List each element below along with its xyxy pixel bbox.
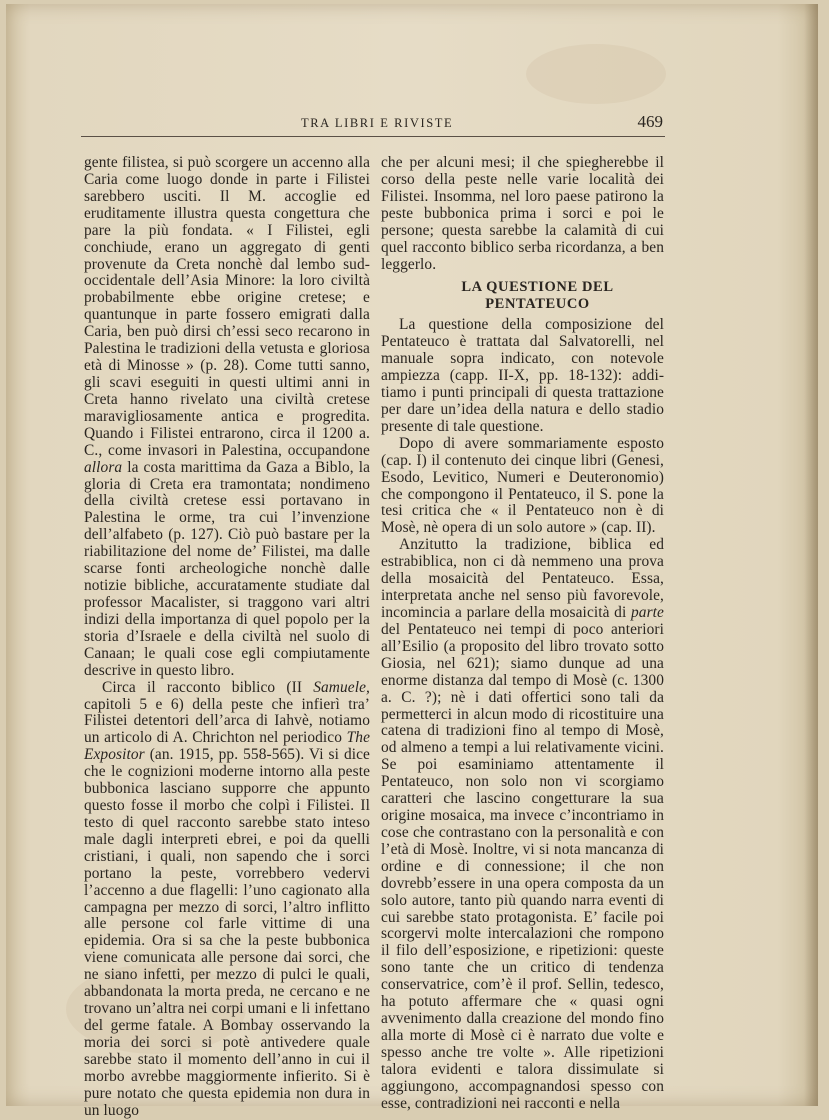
- text-run: capitoli 5 e 6) della peste che infierì tra’ Filistei detentori dell’arca di Iahvè, notiamo un articolo di A. Chrichton nel periodico: [84, 695, 370, 747]
- text-run: Anzitutto la tradizione, biblica ed estrabiblica, non ci dà nemmeno una prova della mosaicità del Pentateuco. Essa, interpretata anche nel senso più favorevole, incomincia a parlare della mosaicità di: [381, 536, 664, 621]
- italic-word: Samuele,: [313, 678, 370, 696]
- page-number: 469: [637, 112, 663, 131]
- text-run: gente filistea, si può scorgere un accenno alla Caria come luogo donde in parte i Filistei sarebbero usciti. Il M. accoglie ed eruditamente illustra questa congettura che pare la più fondata. « I Filistei, egli conchiude, erano un aggregato di genti provenute da Creta nonchè dal lembo sud-occidentale dell’Asia Minore: la loro civiltà probabilmente ebbe origine cretese; e quantunque in parte fossero emigrati dalla Caria, ben può dirsi ch’essi seco recarono in Palestina le tradizioni della vetusta e gloriosa età di Minosse » (p. 28). Come tutti sanno, gli scavi eseguiti in questi ultimi anni in Creta hanno rivelato una civiltà cretese maravigliosamente antica e progredita. Quando i Filistei entrarono, circa il 1200 a. C., come invasori in Palestina, occupandone: [84, 154, 370, 459]
- paragraph: La questione della composizione del Pentateuco è trattata dal Salvatorelli, nel manuale sopra indicato, con notevole ampiezza (capp. II-X, pp. 18-132): additiamo i punti principali di questa trattazione per dare un’idea della natura e dello stadio presente di tale questione.: [381, 316, 664, 435]
- italic-title: The Expositor: [84, 729, 370, 764]
- text-run: la costa marittima da Gaza a Biblo, la gloria di Creta era tramontata; nondimeno della civiltà cretese essi portavano in Palestina le orme, tra cui l’invenzione dell’alfabeto (p. 127). Ciò può bastare per la riabilitazione del nome de’ Filistei, ma dalle scarse fonti archeologiche nonchè dalle notizie bibliche, accuratamente studiate dal professor Macalister, si traggono vari altri indizi della importanza di quel popolo per la storia d’Israele e della civiltà nel suolo di Canaan; le quali cose egli compiutamente descrive in questo libro.: [84, 458, 370, 679]
- running-head: TRA LIBRI E RIVISTE: [301, 116, 454, 130]
- page-edge-shadow: [804, 4, 818, 1106]
- paragraph: [381, 537, 664, 1112]
- italic-word: parte: [631, 603, 664, 621]
- left-column: [84, 155, 370, 1120]
- text-run: Circa il racconto biblico (II: [102, 678, 314, 696]
- page-header: [81, 112, 665, 138]
- paragraph: [84, 155, 370, 680]
- paragraph: [84, 680, 370, 1120]
- italic-word: allora: [84, 458, 123, 476]
- paragraph: che per alcuni mesi; il che spiegherebbe il corso della peste nelle varie località dei Filistei. Insomma, nel loro paese patirono la peste bubbonica prima i sorci e poi le persone; questa sarebbe la calamità di cui quel racconto biblico serba ricordanza, a ben leggerlo.: [381, 154, 664, 273]
- section-title: LA QUESTIONE DEL PENTATEUCO: [461, 279, 614, 313]
- right-column: [381, 155, 664, 1113]
- paragraph: Dopo di avere sommariamente esposto (cap. I) il contenuto dei cinque libri (Genesi, Esodo, Levitico, Numeri e Deuteronomio) che compongono il Pentateuco, il S. pone la tesi critica che « il Pentateuco non è di Mosè, nè opera di un solo autore » (cap. II).: [381, 434, 664, 537]
- header-rule: [81, 136, 665, 137]
- paper-stain: [526, 44, 666, 104]
- text-run: del Pentateuco nei tempi di poco anteriori all’Esilio (a proposito del libro trovato sotto Giosia, nel 621); siamo dunque ad una enorme distanza dal tempo di Mosè (c. 1300 a. C. ?); nè i dati offertici sono tali da permetterci in alcun modo di ricostituire una catena di tradizioni fino al tempo di Mosè, od almeno a tempi a lui relativamente vicini. Se poi esaminiamo attentamente il Pentateuco, non solo non vi scorgiamo caratteri che lascino congetturare la sua origine mosaica, ma invece c’incontriamo in cose che contrastano con la personalità e con l’età di Mosè. Inoltre, vi si nota mancanza di ordine e di connessione; il che non dovrebb’essere in una opera composta da un solo autore, tanto più quando narra eventi di cui sarebbe stato protagonista. E’ facile poi scorgervi molte intercalazioni che rompono il filo dell’esposizione, e ripetizioni: queste sono tante che un critico di tendenza conservatrice, com’è il prof. Sellin, tedesco, ha potuto affermare che « quasi ogni avvenimento dalla creazione del mondo fino alla morte di Mosè ci è narrato due volte e spesso anche tre volte ». Alle ripetizioni talora evidenti e talora dissimulate si aggiungono, accompagnandosi spesso con esse, contradizioni nei racconti e nella: [381, 620, 664, 1112]
- text-run: (an. 1915, pp. 558-565). Vi si dice che le cognizioni moderne intorno alla peste bubbonica lasciano supporre che appunto questo fosse il morbo che colpì i Filistei. Il testo di quel racconto sarebbe stato inteso male dagli interpreti ebrei, e poi da quelli cristiani, i quali, non sapendo che i sorci portano la peste, vorrebbero vedervi l’accenno a due flagelli: l’uno cagionato alla campagna per mezzo di sorci, l’altro inflitto alle persone col farle vittime di una epidemia. Ora si sa che la peste bubbonica viene comunicata alle persone dai sorci, che ne siano infetti, per mezzo di pulci le quali, abbandonata la morta preda, ne cercano e ne trovano un’altra nei corpi umani e li infettano del germe fatale. A Bombay osservando la moria dei sorci si potè antivedere quale sarebbe stato il momento dell’anno in cui il morbo avrebbe maggiormente infierito. Si è pure notato che questa epidemia non dura in un luogo: [84, 746, 370, 1119]
